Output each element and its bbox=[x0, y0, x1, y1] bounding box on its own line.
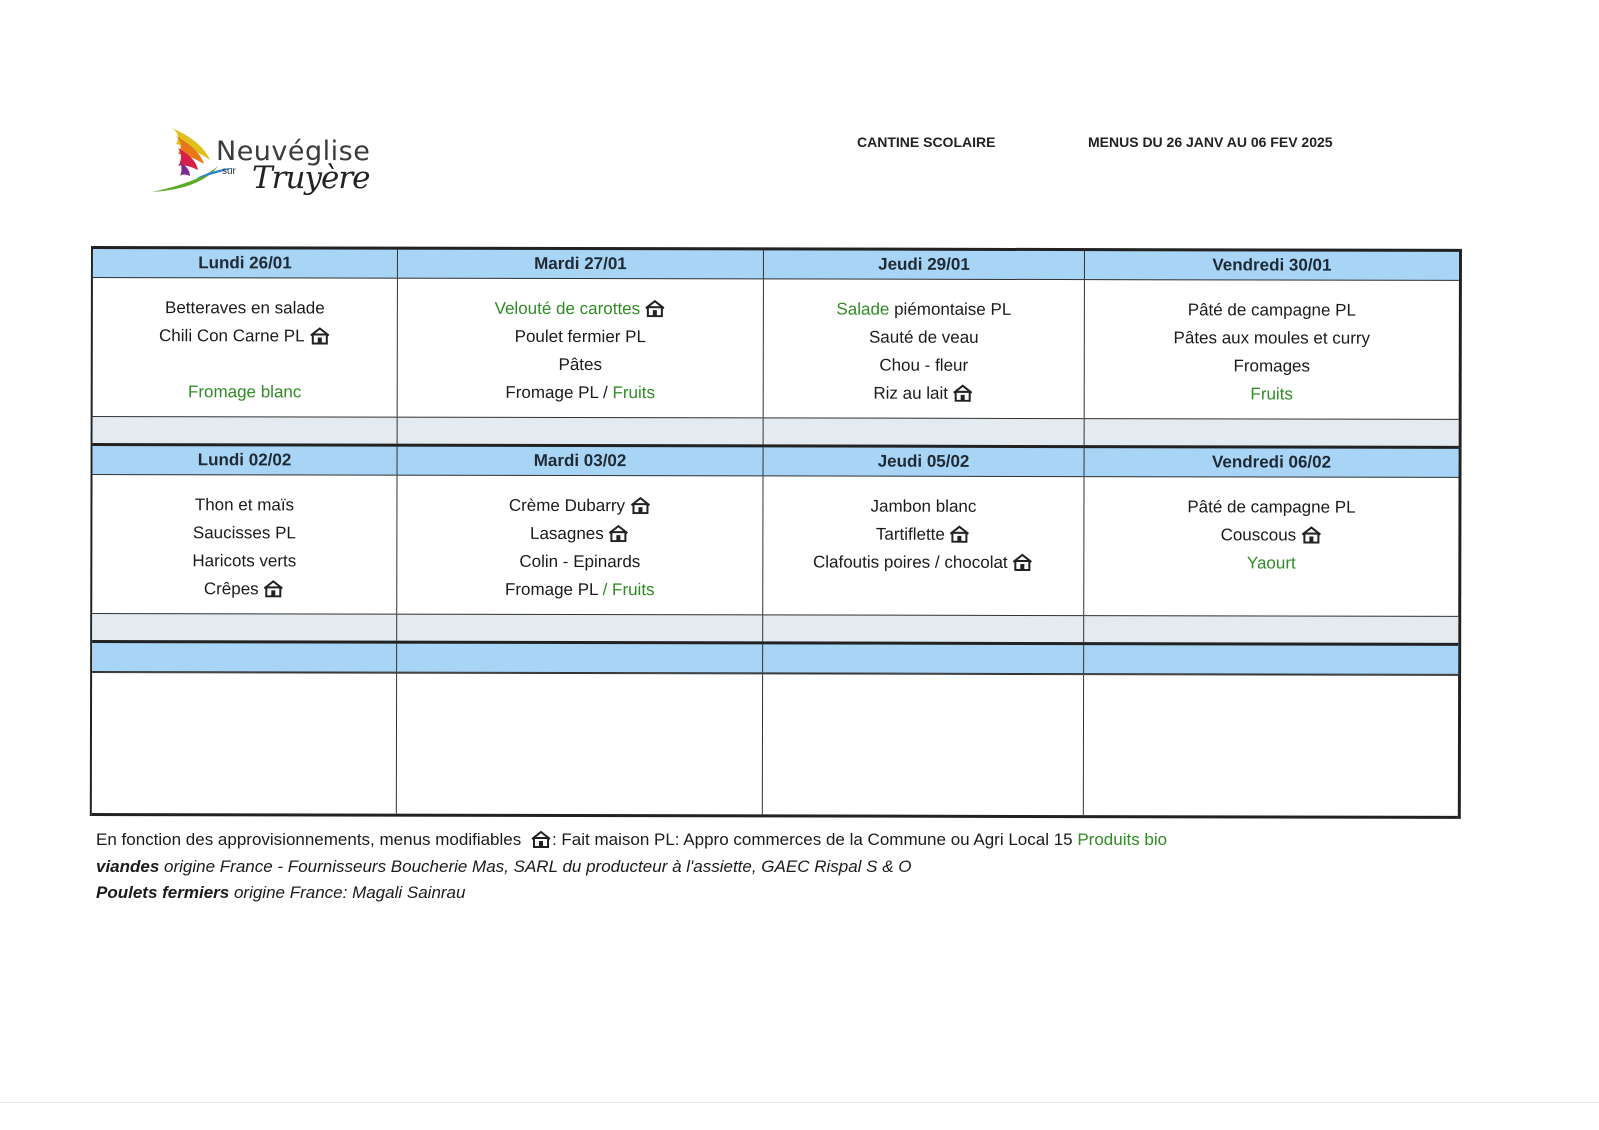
footer-note-3 bbox=[96, 883, 465, 903]
house-icon bbox=[952, 384, 974, 402]
menu-item bbox=[397, 576, 762, 605]
dish-text: Crème Dubarry bbox=[508, 495, 626, 516]
bio-dish-text: Fruits bbox=[612, 383, 656, 403]
house-icon bbox=[608, 524, 630, 542]
bio-dish-text: Fruits bbox=[1250, 384, 1293, 404]
day-header: Vendredi 06/02 bbox=[1211, 452, 1332, 472]
dish-text: Chou - fleur bbox=[879, 355, 969, 375]
bio-dish-text: / Fruits bbox=[602, 580, 655, 600]
menu-item bbox=[1085, 296, 1459, 325]
dish-text: Poulet fermier PL bbox=[514, 326, 647, 347]
menu-item bbox=[1084, 521, 1458, 550]
footer-text: origine France: Magali Sainrau bbox=[229, 883, 466, 902]
dish-text: Betteraves en salade bbox=[164, 298, 325, 318]
dish-text: Fromages bbox=[1233, 356, 1311, 376]
logo bbox=[150, 122, 390, 212]
house-icon bbox=[644, 299, 666, 317]
week1-day-header-row bbox=[93, 246, 1459, 281]
menu-item bbox=[92, 491, 396, 520]
menu-item bbox=[398, 295, 763, 324]
separator-row bbox=[93, 416, 1459, 446]
dish-text: Tartiflette bbox=[875, 524, 945, 544]
menu-item bbox=[1085, 324, 1459, 353]
dish-text: Chili Con Carne PL bbox=[159, 326, 305, 346]
menu-item bbox=[763, 492, 1083, 521]
menu-item bbox=[764, 351, 1084, 380]
bio-dish-text: Fromage blanc bbox=[187, 382, 302, 402]
menu-cell bbox=[398, 279, 764, 418]
house-icon bbox=[1012, 553, 1034, 571]
dish-text: Lasagnes bbox=[530, 523, 604, 544]
menu-item bbox=[763, 520, 1083, 549]
dish-text: Pâté de campagne PL bbox=[1187, 300, 1356, 320]
menu-cell bbox=[763, 476, 1084, 615]
dish-text: Pâtes bbox=[558, 354, 603, 375]
week3-menu-row bbox=[92, 672, 1458, 819]
dish-text: Jambon blanc bbox=[870, 496, 977, 516]
menu-cell bbox=[397, 476, 763, 615]
dish-text: Couscous bbox=[1220, 525, 1297, 545]
menu-table bbox=[90, 246, 1462, 819]
menu-period: MENUS DU 26 JANV AU 06 FEV 2025 bbox=[1088, 134, 1333, 150]
menu-item bbox=[1085, 380, 1459, 409]
day-header: Lundi 02/02 bbox=[93, 446, 398, 475]
dish-text: Fromage PL / bbox=[505, 382, 613, 403]
bio-dish-text: Yaourt bbox=[1246, 553, 1296, 573]
menu-item bbox=[397, 492, 762, 521]
menu-cell bbox=[764, 279, 1085, 418]
page-title: CANTINE SCOLAIRE bbox=[857, 134, 996, 150]
dish-text: Fromage PL bbox=[504, 579, 603, 600]
menu-item bbox=[764, 379, 1084, 408]
menu-item bbox=[398, 351, 763, 380]
footer-text: En fonction des approvisionnements, menus modifiables bbox=[96, 830, 526, 849]
dish-text: Riz au lait bbox=[873, 383, 949, 403]
menu-item bbox=[763, 548, 1083, 577]
house-icon bbox=[309, 326, 331, 344]
menu-item bbox=[93, 378, 397, 407]
menu-item bbox=[1084, 493, 1458, 522]
logo-name: Neuvéglise bbox=[216, 136, 371, 167]
menu-item bbox=[92, 547, 396, 576]
menu-item bbox=[92, 519, 396, 548]
footer-bold: Poulets fermiers bbox=[96, 883, 230, 902]
week2-day-header-row bbox=[93, 443, 1459, 478]
dish-text: Sauté de veau bbox=[868, 327, 979, 347]
footer-text: : Fait maison PL: Appro commerces de la Commune ou Agri Local 15 bbox=[551, 830, 1078, 849]
logo-sur: sur bbox=[222, 166, 236, 177]
menu-item bbox=[93, 350, 397, 379]
bio-dish-text: Velouté de carottes bbox=[494, 298, 641, 319]
separator-row bbox=[92, 613, 1458, 643]
house-icon bbox=[629, 496, 651, 514]
dish-text: Saucisses PL bbox=[192, 523, 296, 543]
menu-item bbox=[398, 379, 763, 408]
dish-text: Colin - Epinards bbox=[519, 551, 641, 572]
menu-item bbox=[93, 322, 397, 351]
house-icon bbox=[1300, 526, 1322, 544]
menu-cell bbox=[1084, 477, 1458, 616]
day-header: Lundi 26/01 bbox=[93, 249, 398, 278]
menu-item bbox=[397, 548, 762, 577]
menu-item bbox=[764, 323, 1084, 352]
menu-item bbox=[397, 520, 762, 549]
footer-bold: viandes bbox=[96, 857, 160, 876]
house-icon bbox=[949, 525, 971, 543]
week2-menu-row bbox=[92, 475, 1458, 616]
bio-dish-text: Salade bbox=[836, 299, 890, 319]
bio-label: Produits bio bbox=[1077, 830, 1168, 849]
scan-edge-divider bbox=[0, 1102, 1599, 1103]
menu-item bbox=[93, 294, 397, 323]
menu-cell bbox=[1085, 280, 1459, 419]
footer-text: origine France - Fournisseurs Boucherie Mas, SARL du producteur à l'assiette, GAEC Rispal S & O bbox=[159, 857, 912, 876]
dish-text: Thon et maïs bbox=[194, 495, 295, 515]
house-icon bbox=[530, 830, 552, 848]
menu-cell bbox=[92, 475, 397, 614]
week1-menu-row bbox=[93, 278, 1459, 419]
footer-note-2 bbox=[96, 857, 912, 877]
footer-note-1 bbox=[96, 830, 1167, 850]
menu-cell bbox=[93, 278, 398, 417]
menu-item bbox=[398, 323, 763, 352]
day-header: Jeudi 05/02 bbox=[764, 447, 1085, 476]
house-icon bbox=[263, 579, 285, 597]
menu-item bbox=[1085, 352, 1459, 381]
menu-item bbox=[764, 295, 1084, 324]
logo-script: Truyère bbox=[252, 160, 370, 196]
dish-text: Pâtes aux moules et curry bbox=[1173, 328, 1371, 348]
week3-day-header-row bbox=[92, 640, 1458, 675]
day-header: Mardi 03/02 bbox=[398, 447, 764, 476]
dish-text: Clafoutis poires / chocolat bbox=[812, 552, 1008, 572]
day-header: Jeudi 29/01 bbox=[764, 250, 1085, 279]
dish-text: Pâté de campagne PL bbox=[1187, 497, 1356, 517]
day-header: Mardi 27/01 bbox=[398, 250, 764, 279]
dish-text: Haricots verts bbox=[192, 551, 297, 571]
menu-item bbox=[1084, 549, 1458, 578]
menu-item bbox=[92, 575, 396, 604]
dish-text: piémontaise PL bbox=[889, 299, 1012, 319]
dish-text: Crêpes bbox=[203, 579, 259, 599]
day-header: Vendredi 30/01 bbox=[1212, 255, 1332, 275]
